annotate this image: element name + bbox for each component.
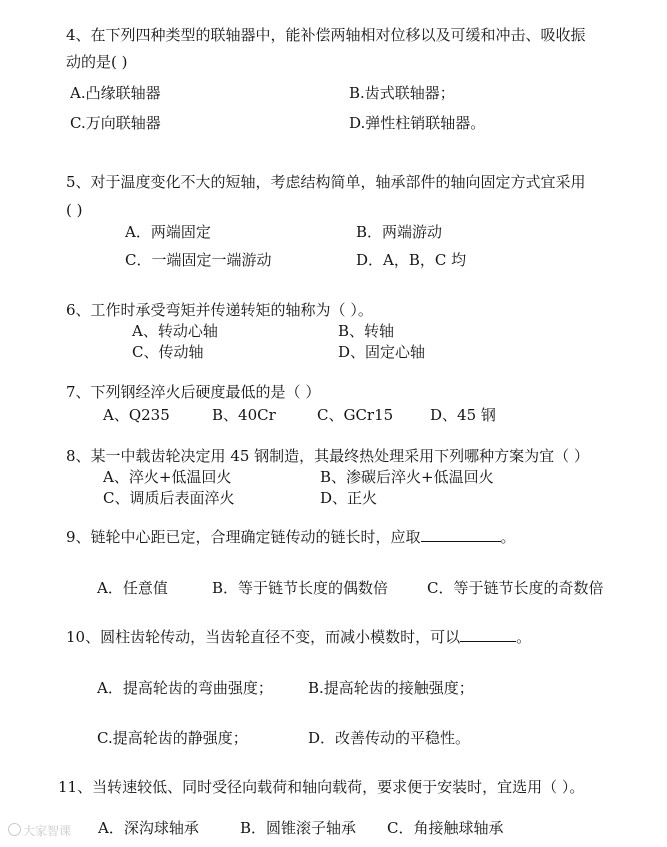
question-9-option-a: A．任意值: [97, 579, 168, 597]
question-11-stem: 11、当转速较低、同时受径向载荷和轴向载荷，要求便于安装时，宜选用（ ）。: [58, 778, 585, 796]
question-10-option-c: C.提高轮齿的静强度；: [97, 729, 248, 747]
question-4-option-c: C.万向联轴器: [70, 114, 161, 132]
question-10-stem: [66, 627, 531, 647]
question-7-stem: 7、下列钢经淬火后硬度最低的是（ ）: [66, 383, 321, 401]
question-10-option-d: D．改善传动的平稳性。: [308, 729, 471, 747]
question-6-stem: 6、工作时承受弯矩并传递转矩的轴称为（ ）。: [66, 301, 373, 319]
question-10-stem-text: 10、圆柱齿轮传动，当齿轮直径不变，而减小模数时，可以: [66, 628, 461, 646]
question-11-option-c: C．角接触球轴承: [387, 819, 504, 837]
question-4-stem-line1: 4、在下列四种类型的联轴器中，能补偿两轴相对位移以及可缓和冲击、吸收振: [66, 26, 586, 44]
question-4-stem-line2: 动的是( ): [66, 53, 128, 71]
question-5-option-c: C．一端固定一端游动: [125, 251, 272, 269]
question-11-option-a: A．深沟球轴承: [98, 819, 199, 837]
question-4-option-a: A.凸缘联轴器: [70, 84, 161, 102]
question-9-stem-end: 。: [500, 528, 516, 546]
watermark-text: 大家智课: [23, 824, 72, 838]
question-8-option-a: A、淬火+低温回火: [103, 468, 232, 486]
question-7-option-c: C、GCr15: [317, 406, 394, 424]
question-8-option-d: D、正火: [320, 489, 378, 507]
question-8-stem: 8、某一中载齿轮决定用 45 钢制造，其最终热处理采用下列哪种方案为宜（ ）: [66, 447, 589, 465]
question-10-stem-end: 。: [516, 628, 532, 646]
question-8-option-c: C、调质后表面淬火: [103, 489, 235, 507]
question-4-option-b: B.齿式联轴器；: [349, 84, 455, 102]
question-9-stem-text: 9、链轮中心距已定，合理确定链传动的链长时，应取: [66, 528, 421, 546]
question-11-option-b: B．圆锥滚子轴承: [240, 819, 357, 837]
question-5-option-b: B．两端游动: [356, 223, 443, 241]
question-6-option-b: B、转轴: [338, 322, 395, 340]
question-9-stem: [66, 527, 516, 547]
question-7-option-d: D、45 钢: [430, 406, 496, 424]
question-4-option-d: D.弹性柱销联轴器。: [349, 114, 486, 132]
watermark: [8, 822, 71, 839]
question-7-option-a: A、Q235: [103, 406, 170, 424]
watermark-logo-icon: [8, 823, 21, 836]
question-10-option-a: A．提高轮齿的弯曲强度；: [97, 679, 273, 697]
question-6-option-d: D、固定心轴: [338, 343, 426, 361]
question-7-option-b: B、40Cr: [212, 406, 276, 424]
question-5-stem-line1: 5、对于温度变化不大的短轴，考虑结构简单，轴承部件的轴向固定方式宜采用: [66, 173, 586, 191]
question-8-option-b: B、渗碳后淬火+低温回火: [320, 468, 494, 486]
question-10-answer-blank: [460, 627, 516, 642]
question-9-option-b: B．等于链节长度的偶数倍: [212, 579, 389, 597]
question-9-answer-blank: [421, 527, 501, 542]
question-5-option-d: D．A，B，C 均: [356, 251, 467, 269]
question-10-option-b: B.提高轮齿的接触强度；: [308, 679, 474, 697]
question-9-option-c: C．等于链节长度的奇数倍: [427, 579, 604, 597]
question-6-option-c: C、传动轴: [132, 343, 204, 361]
question-5-stem-line2: ( ): [66, 201, 83, 219]
question-6-option-a: A、转动心轴: [132, 322, 218, 340]
question-5-option-a: A．两端固定: [125, 223, 211, 241]
